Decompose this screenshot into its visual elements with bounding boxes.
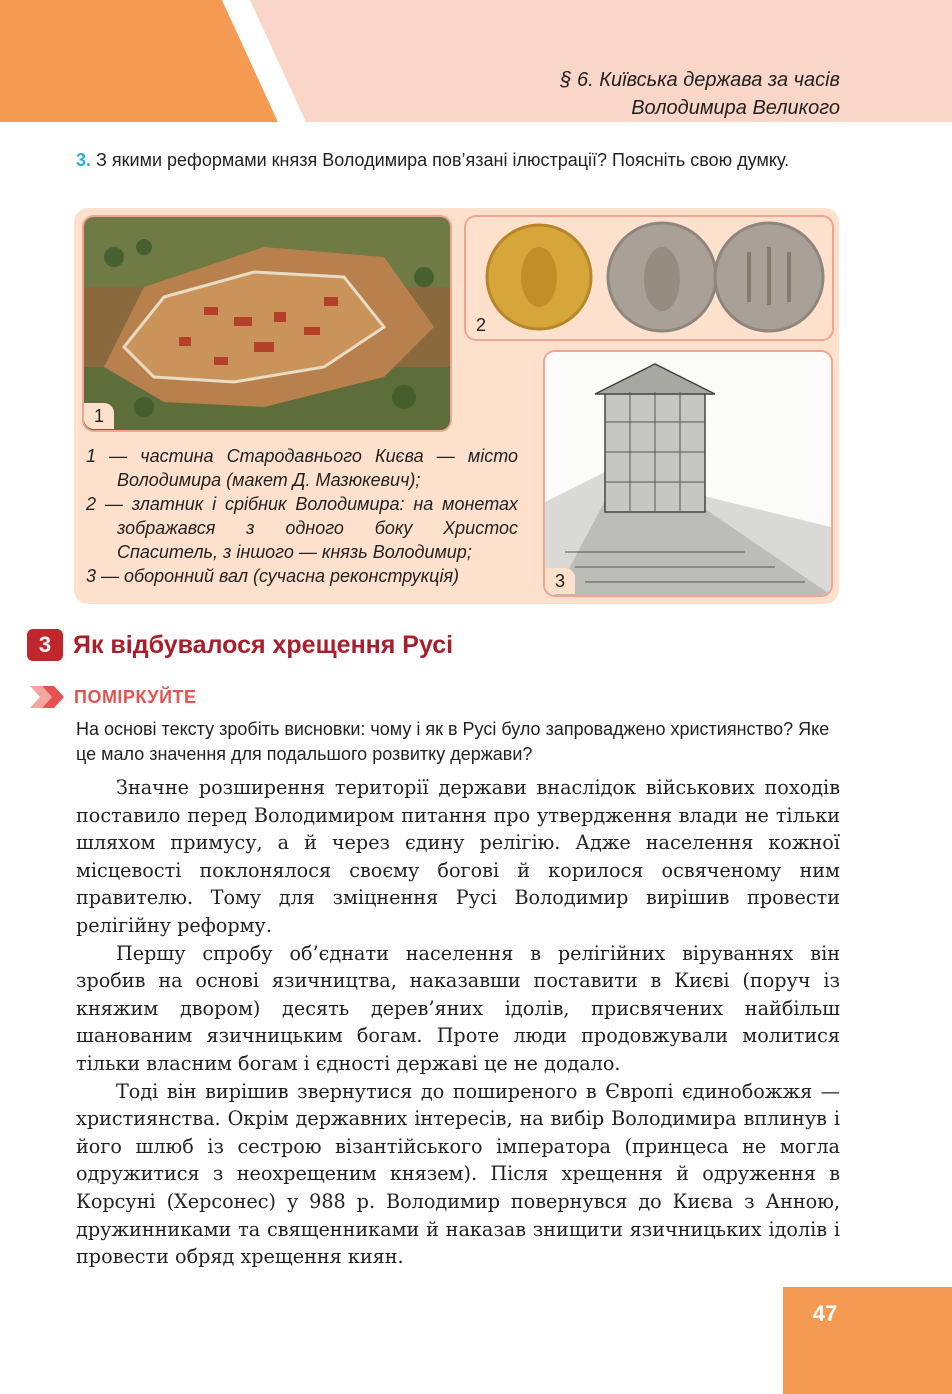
task-question bbox=[76, 148, 842, 173]
picture-label-3: 3 bbox=[545, 568, 575, 594]
page-number-block bbox=[783, 1287, 952, 1394]
double-chevron-icon bbox=[30, 686, 64, 708]
main-text bbox=[76, 774, 840, 1271]
section-heading-title: Як відбувалося хрещення Русі bbox=[73, 630, 454, 659]
paragraph: Першу спробу об’єднати населення в релігійних віруваннях він зробив на основі язичництва, наказавши поставити в Києві (поруч із княжим двором) десять дерев’яних ідолів, присвячених найбільш шанованим язичницьким богам. Проте люди продовжували молитися тільки власним богам і єдності державі це не додало. bbox=[76, 941, 840, 1075]
paragraph: Тоді він вирішив звернутися до поширеного в Європі єдинобожжя — християнства. Окрім державних інтересів, на вибір Володимира вплинув і його шлюб із сестрою візантійського імператора (принцеса не могла одружитися з неохрещеним князем). Після хрещення й одруження в Корсуні (Херсонес) у 988 р. Володимир повернувся до Києва з Анною, дружинниками та священниками й наказав знищити язичницьких ідолів і провести обряд хрещення киян. bbox=[76, 1079, 840, 1269]
think-block bbox=[30, 686, 197, 708]
coins-image bbox=[464, 215, 834, 341]
caption-2: 2 — златник і срібник Володимира: на монетах зображався з одного боку Христос Спаситель, з іншого — князь Володимир; bbox=[86, 494, 518, 562]
caption-3: 3 — оборонний вал (сучасна реконструкція) bbox=[86, 566, 460, 586]
paragraph: Значне розширення території держави внаслідок військових походів поставило перед Володимиром питання про утвердження влади не тільки шляхом примусу, а й через єдину релігію. Адже населення кожної місцевості поклонялося своєму богові й корилося освяченому ним правителю. Тому для зміцнення Русі Володимир вирішив провести релігійну реформу. bbox=[76, 776, 840, 937]
task-number: 3. bbox=[76, 150, 92, 170]
picture-label-1: 1 bbox=[84, 403, 114, 429]
section-heading bbox=[27, 628, 453, 662]
think-label: ПОМІРКУЙТЕ bbox=[74, 686, 197, 707]
rampart-image bbox=[543, 350, 833, 597]
section-title bbox=[560, 66, 840, 122]
kyiv-model-image bbox=[82, 215, 452, 432]
section-title-line2: Володимира Великого bbox=[631, 97, 840, 119]
illustration-captions bbox=[86, 444, 518, 588]
think-text: На основі тексту зробіть висновки: чому і як в Русі було запроваджено християнство? Яке це мало значення для подальшого розвитку держави? bbox=[76, 719, 830, 764]
section-number-badge: 3 bbox=[27, 629, 63, 661]
task-text: З якими реформами князя Володимира пов’язані ілюстрації? Поясніть свою думку. bbox=[91, 150, 790, 170]
caption-1: 1 — частина Стародавнього Києва — місто Володимира (макет Д. Мазюкевич); bbox=[86, 446, 518, 490]
section-title-line1: § 6. Київська держава за часів bbox=[560, 69, 840, 91]
picture-label-2: 2 bbox=[466, 312, 496, 338]
page-number: 47 bbox=[812, 1301, 838, 1326]
